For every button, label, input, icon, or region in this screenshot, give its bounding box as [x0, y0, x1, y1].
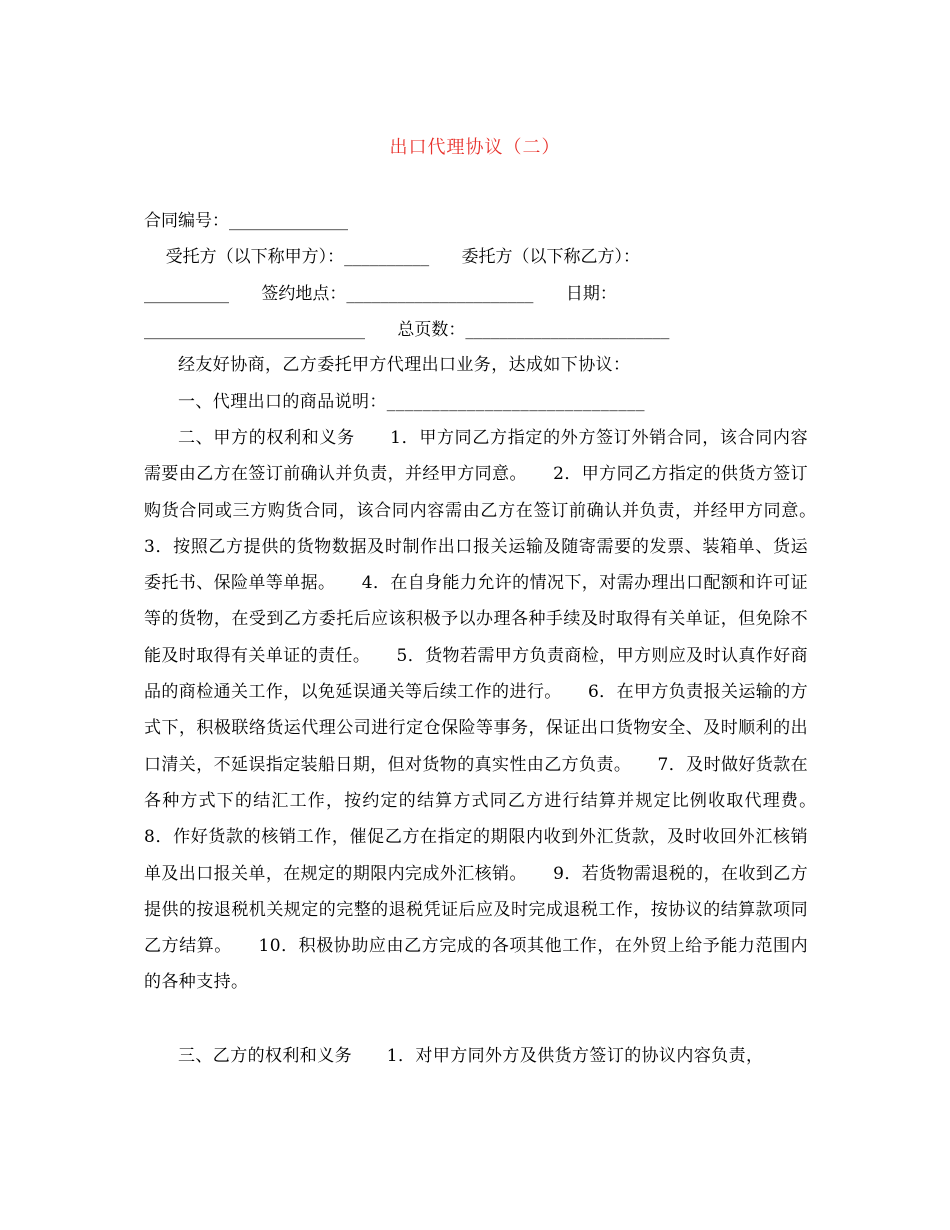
- clause-2-paragraph: [144, 420, 843, 1001]
- document-title: 出口代理协议（二）: [389, 137, 561, 158]
- parties-line: 受托方（以下称甲方）：__________ 委托方（以下称乙方）：: [144, 247, 641, 267]
- contract-number-line: 合同编号：______________: [144, 211, 348, 231]
- clause-1-text: 一、代理出口的商品说明：_____________________________: [178, 392, 645, 412]
- total-pages-line: __________________________ 总页数：________________________: [144, 320, 670, 340]
- intro-text: 经友好协商，乙方委托甲方代理出口业务，达成如下协议：: [178, 355, 631, 375]
- clause-3-paragraph: [144, 1038, 808, 1074]
- clause-3-text: 三、乙方的权利和义务 1．对甲方同外方及供货方签订的协议内容负责，: [178, 1046, 764, 1066]
- signing-place-line: __________ 签约地点：______________________ 日期：: [144, 284, 617, 304]
- clause-1-paragraph: [144, 384, 808, 420]
- intro-paragraph: [144, 347, 808, 383]
- clause-2-text: 二、甲方的权利和义务 1．甲方同乙方指定的外方签订外销合同，该合同内容需要由乙方在签订前确认并负责，并经甲方同意。 2．甲方同乙方指定的供货方签订购货合同或三方购货合同，该合同内容需由乙方在签订前确认并负责，并经甲方同意。 3．按照乙方提供的货物数据及时制作出口报关运输及随寄需要的发票、装箱单、货运委托书、保险单等单据。 4．在自身能力允许的情况下，对需办理出口配额和许可证等的货物，在受到乙方委托后应该积极予以办理各种手续及时取得有关单证，但免除不能及时取得有关单证的责任。 5．货物若需甲方负责商检，甲方则应及时认真作好商品的商检通关工作，以免延误通关等后续工作的进行。 6．在甲方负责报关运输的方式下，积极联络货运代理公司进行定仓保险等事务，保证出口货物安全、及时顺利的出口清关，不延误指定装船日期，但对货物的真实性由乙方负责。 7．及时做好货款在各种方式下的结汇工作，按约定的结算方式同乙方进行结算并规定比例收取代理费。 8．作好货款的核销工作，催促乙方在指定的期限内收到外汇货款，及时收回外汇核销单及出口报关单，在规定的期限内完成外汇核销。 9．若货物需退税的，在收到乙方提供的按退税机关规定的完整的退税凭证后应及时完成退税工作，按协议的结算款项同乙方结算。 10．积极协助应由乙方完成的各项其他工作，在外贸上给予能力范围内的各种支持。: [144, 428, 843, 993]
